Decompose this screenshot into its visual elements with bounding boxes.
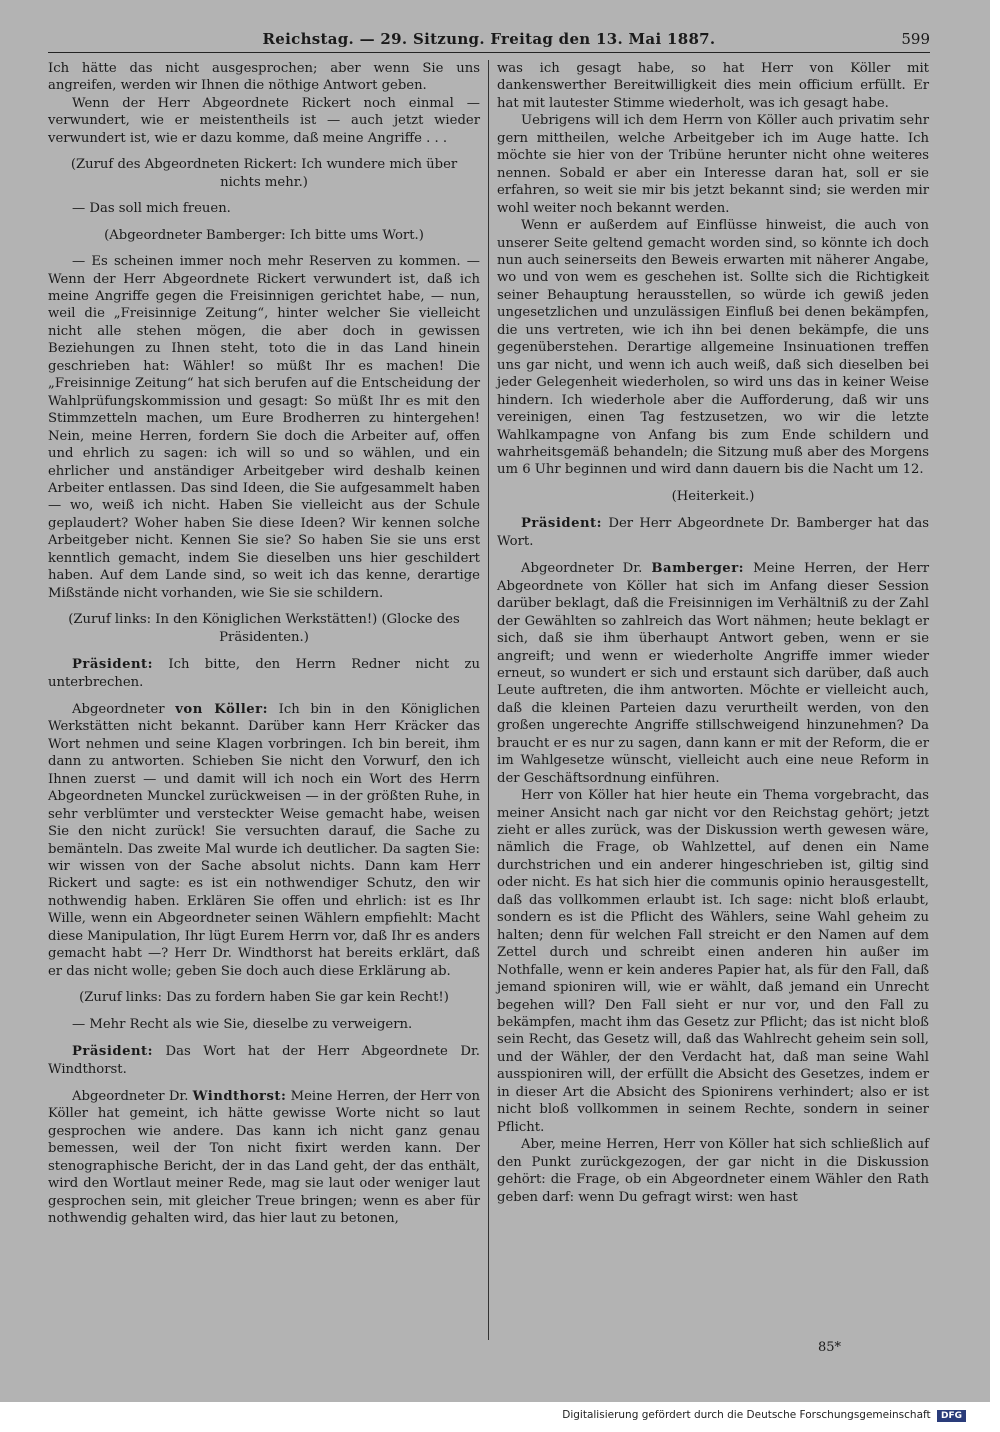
speech-text: Das Wort hat der Herr Abgeordnete Dr. Windthorst.: [48, 1044, 480, 1077]
column-divider: [488, 60, 489, 1340]
interjection: (Zuruf links: Das zu fordern haben Sie gar kein Recht!): [79, 990, 449, 1006]
speech-text: Der Herr Abgeordnete Dr. Bamberger hat das Wort.: [497, 516, 929, 549]
speaker-name: Windthorst:: [192, 1089, 287, 1105]
speaker-title: Abgeordneter: [72, 701, 176, 717]
speech-text: Ich bin in den Königlichen Werkstätten nicht bekannt. Darüber kann Herr Kräcker das Wort nehmen und seine Klagen vorbringen. Ich bin bereit, ihm dann zu antworten. Schieben Sie nicht den Vorwurf, den ich Ihnen zuerst — und damit will ich noch ein Wort des Herrn Abgeordneten Munckel zurückweisen — in der größten Ruhe, in sehr verblümter und versteckter Weise gemacht habe, weisen Sie den nicht zurück! Sie versuchten darauf, die Sache zu bemänteln. Das zweite Mal wurde ich deutlicher. Da sagten Sie: wir wissen von der Sache absolut nichts. Dann kam Herr Rickert und sagte: es ist ein nothwendiger Schutz, den wir nothwendig haben. Erklären Sie offen und ehrlich: ist es Ihr Wille, wenn ein Abgeordneter seinen Wählern empfiehlt: Macht diese Manipulation, Ihr lügt Eurem Herrn vor, daß Ihr es anders gemacht habt —? Herr Dr. Windthorst hat bereits erklärt, daß er das nicht wolle; geben Sie doch auch diese Erklärung ab.: [48, 701, 480, 979]
paragraph: — Mehr Recht als wie Sie, dieselbe zu verweigern.: [72, 1016, 413, 1032]
speech-paragraph: [48, 1088, 480, 1228]
paragraph: — Das soll mich freuen.: [72, 201, 231, 217]
speaker-name: von Köller:: [175, 701, 268, 717]
speech-text: Meine Herren, der Herr Abgeordnete von Köller hat sich im Anfang dieser Session darüber beklagt, daß die Freisinnigen im Verhältniß zu der Zahl der Gewählten so zahlreich das Wort nähmen; heute beklagt er sich, daß sie ihm überhaupt Antwort geben, wenn er sie angreift; und wenn er wiederholte Angriffe immer wieder erneut, so wundert er sich und erstaunt sich darüber, daß auch Leute auftreten, die ihm antworten. Möchte er vielleicht auch, daß die kleinen Parteien dazu verurtheilt werden, von den großen ungerechte Angriffe stillschweigend hinzunehmen? Da braucht er es nur zu sagen, dann kann er mit der Reform, die er im Wahlgesetze wünscht, vielleicht auch eine neue Reform in der Geschäftsordnung einführen.: [497, 561, 929, 786]
interjection: (Heiterkeit.): [671, 488, 755, 504]
interjection: (Zuruf des Abgeordneten Rickert: Ich wundere mich über nichts mehr.): [70, 157, 458, 190]
speaker-title: Abgeordneter Dr.: [72, 1089, 193, 1105]
paragraph: Wenn er außerdem auf Einflüsse hinweist, die auch von unserer Seite geltend gemacht worden sind, so könnte ich doch nun auch seinerseits den Beweis erwarten mit näherer Angabe, wo und von wem es geschehen ist. Sollte sich die Richtigkeit seiner Behauptung herausstellen, so würde ich gewiß jeden ungesetzlichen und unzulässigen Einfluß bei denen bekämpfen, die uns vertreten, wie ich ihn bei denen bekämpfe, die uns gegenüberstehen. Derartige allgemeine Insinuationen treffen uns gar nicht, und wenn ich auch weiß, daß sich dieselben bei jeder Gelegenheit wiederholen, so wird uns das in keiner Weise hindern. Ich wiederhole aber die Aufforderung, daß wir uns vereinigen, einen Tag festzusetzen, wo wir die letzte Wahlkampagne von Anfang bis zum Ende schildern und wahrheitsgemäß behandeln; die Sitzung muß aber des Morgens um 6 Uhr beginnen und wird dann dauern bis die Nacht um 12.: [497, 218, 929, 478]
speaker-name: Präsident:: [72, 1044, 154, 1060]
sheet-signature: 85*: [818, 1340, 842, 1355]
paragraph: Wenn der Herr Abgeordnete Rickert noch einmal — verwundert, wie er meistentheils ist — auch jetzt wieder verwundert ist, wie er dazu komme, daß meine Angriffe . . .: [48, 95, 480, 146]
paragraph: was ich gesagt habe, so hat Herr von Köller mit dankenswerther Bereitwilligkeit dies mein officium erfüllt. Er hat mit lautester Stimme wiederholt, was ich gesagt habe.: [497, 61, 929, 111]
footer-text: Digitalisierung gefördert durch die Deutsche Forschungsgemeinschaft: [562, 1409, 931, 1421]
speech-paragraph: [48, 1043, 480, 1078]
speech-paragraph: [48, 656, 480, 691]
running-title: Reichstag. — 29. Sitzung. Freitag den 13. Mai 1887.: [262, 30, 716, 48]
page-number: 599: [901, 30, 930, 48]
interjection: (Abgeordneter Bamberger: Ich bitte ums Wort.): [104, 227, 424, 243]
speech-paragraph: [48, 701, 480, 980]
speech-text: Ich bitte, den Herrn Redner nicht zu unterbrechen.: [48, 657, 480, 690]
speech-paragraph: [497, 560, 929, 787]
paragraph: — Es scheinen immer noch mehr Reserven zu kommen. — Wenn der Herr Abgeordnete Rickert verwundert ist, daß ich meine Angriffe gegen die Freisinnigen gerichtet habe, — nun, weil die „Freisinnige Zeitung“, hinter welcher Sie vielleicht nicht alle stehen mögen, die aber doch in gewissen Beziehungen zu Ihnen steht, toto die in das Land hinein geschrieben hat: Wähler! so müßt Ihr es machen! Die „Freisinnige Zeitung“ hat sich berufen auf die Entscheidung der Wahlprüfungskommission und gesagt: So müßt Ihr es mit den Stimmzetteln machen, um Eure Brodherren zu hintergehen! Nein, meine Herren, fordern Sie doch die Arbeiter auf, offen und ehrlich zu sagen: ich will so und so wählen, und ein ehrlicher und anständiger Arbeitgeber wird deshalb keinen Arbeiter entlassen. Das sind Ideen, die Sie aufgesammelt haben — wo, weiß ich nicht. Haben Sie vielleicht aus der Schule geplaudert? Woher haben Sie diese Ideen? Wir kennen solche Arbeitgeber nicht. Kennen Sie sie? So haben Sie sie uns erst kenntlich gemacht, indem Sie dieselben uns hier geschildert haben. Auf dem Lande sind, so weit ich das kenne, derartige Mißstände nicht vorhanden, wie Sie sie schildern.: [48, 254, 480, 601]
speaker-name: Präsident:: [72, 657, 154, 673]
speech-text: Meine Herren, der Herr von Köller hat gemeint, ich hätte gewisse Worte nicht so laut gesprochen wie andere. Das kann ich nicht ganz genau bemessen, weil der Ton nicht fixirt werden kann. Der stenographische Bericht, der in das Land geht, der das enthält, wird den Wortlaut meiner Rede, mag sie laut oder weniger laut gesprochen sein, mit gleicher Treue bringen; wenn es aber für nothwendig gehalten wird, das hier laut zu betonen,: [48, 1089, 481, 1227]
paragraph: Ich hätte das nicht ausgesprochen; aber wenn Sie uns angreifen, werden wir Ihnen die nöthige Antwort geben.: [48, 61, 480, 94]
paragraph: Herr von Köller hat hier heute ein Thema vorgebracht, das meiner Ansicht nach gar nicht vor den Reichstag gehört; jetzt zieht er alles zurück, was der Diskussion werth gewesen wäre, nämlich die Frage, ob Wahlzettel, auf denen ein Name durchstrichen und ein anderer hingeschrieben ist, giltig sind oder nicht. Es hat sich hier die communis opinio herausgestellt, daß das vollkommen erlaubt ist. Ich sage: nicht bloß erlaubt, sondern es ist die Pflicht des Wählers, seine Wahl geheim zu halten; denn für welchen Fall streicht er den Namen auf dem Zettel durch und schreibt einen anderen hin außer im Nothfalle, wenn er kein anderes Papier hat, als für den Fall, daß jemand spioniren will, wie er wählt, daß jemand ein Unrecht begehen will? Den Fall sieht er nur vor, und den Fall zu bekämpfen, macht ihm das Gesetz zur Pflicht; das ist nicht bloß sein Recht, das Gesetz will, daß das Wahlrecht geheim sein soll, und der Wähler, der den Verdacht hat, daß man seine Wahl ausspioniren will, der erfüllt die Absicht des Gesetzes, indem er in dieser Art die Absicht des Spionirens verhindert; also er ist nicht bloß vollkommen in seinem Rechte, sondern in seiner Pflicht.: [497, 788, 929, 1135]
interjection: (Zuruf links: In den Königlichen Werkstätten!) (Glocke des Präsidenten.): [68, 612, 460, 645]
left-column: [48, 60, 480, 1228]
right-column: [497, 60, 929, 1206]
paragraph: Uebrigens will ich dem Herrn von Köller auch privatim sehr gern mittheilen, welche Arbeitgeber ich im Auge hatte. Ich möchte sie hier von der Tribüne herunter nicht ohne weiteres nennen. Sobald er aber ein Interesse daran hat, soll er sie erfahren, so weit sie mir bis jetzt bekannt sind; sie werden mir wohl weiter noch bekannt werden.: [497, 113, 929, 216]
page-header: [48, 30, 930, 53]
speech-paragraph: [497, 515, 929, 550]
speaker-name: Präsident:: [521, 516, 603, 532]
speaker-title: Abgeordneter Dr.: [521, 561, 652, 577]
dfg-logo: DFG: [937, 1410, 966, 1422]
paragraph: Aber, meine Herren, Herr von Köller hat sich schließlich auf den Punkt zurückgezogen, der gar nicht in die Diskussion gehört: die Frage, ob ein Abgeordneter einem Wähler den Rath geben darf: wenn Du gefragt wirst: wen hast: [497, 1137, 929, 1205]
speaker-name: Bamberger:: [651, 561, 745, 577]
funding-footer: [562, 1409, 966, 1422]
